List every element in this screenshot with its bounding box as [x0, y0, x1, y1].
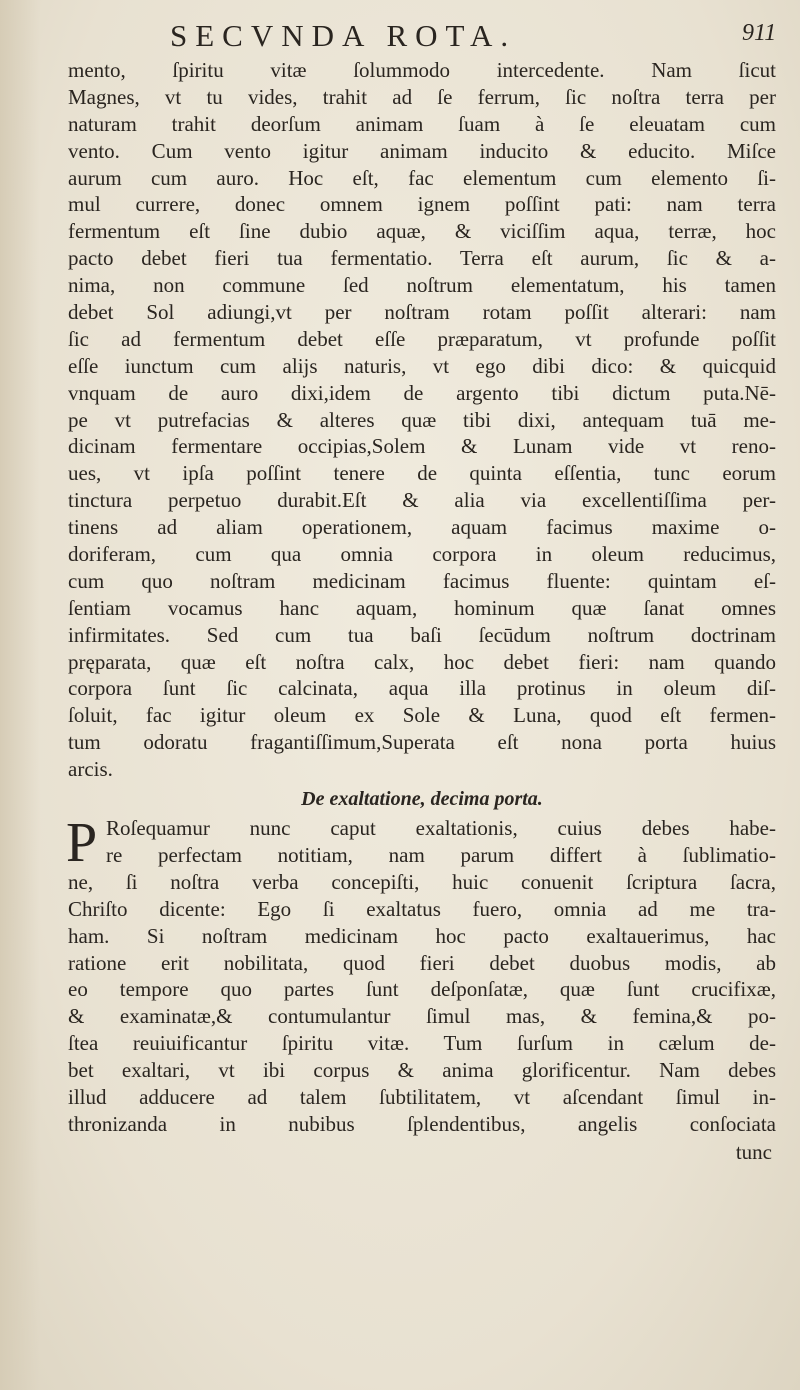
text-line: ues, vt ipſa poſſint tenere de quinta eſſentia, tunc eorum — [68, 461, 776, 486]
running-title: SECVNDA ROTA. — [170, 18, 517, 53]
text-line: eſſe iunctum cum alijs naturis, vt ego dibi dico: & quicquid — [68, 353, 776, 378]
text-line: tum odoratu fragantiſſimum,Superata eſt nona porta huius — [68, 730, 776, 755]
text-line: tinctura perpetuo durabit.Eſt & alia via excellentiſſima per- — [68, 488, 776, 513]
text-line: ne, ſi noſtra verba concepiſti, huic conuenit ſcriptura ſacra, — [68, 869, 776, 894]
text-line: ham. Si noſtram medicinam hoc pacto exaltauerimus, hac — [68, 923, 776, 948]
running-header — [0, 18, 800, 62]
text-line: ſoluit, fac igitur oleum ex Sole & Luna, quod eſt fermen- — [68, 703, 776, 728]
text-line: infirmitates. Sed cum tua baſi ſecūdum noſtrum doctrinam — [68, 622, 776, 647]
main-text-block — [68, 57, 776, 1166]
text-line: eo tempore quo partes ſunt deſponſatæ, quæ ſunt crucifixæ, — [68, 977, 776, 1002]
text-line: ſtea reuiuificantur ſpiritu vitæ. Tum ſurſum in cælum de- — [68, 1031, 776, 1056]
text-line: debet Sol adiungi,vt per noſtram rotam poſſit alterari: nam — [68, 300, 776, 325]
text-line: cum quo noſtram medicinam facimus fluente: quintam eſ- — [68, 568, 776, 593]
section-heading: De exaltatione, decima porta. — [301, 788, 543, 811]
text-line: re perfectam notitiam, nam parum differt à ſublimatio- — [106, 842, 776, 867]
page-gutter-shadow — [0, 0, 40, 1390]
text-line: tinens ad aliam operationem, aquam facimus maxime o- — [68, 515, 776, 540]
text-line: Magnes, vt tu vides, trahit ad ſe ferrum, ſic noſtra terra per — [68, 84, 776, 109]
text-line: corpora ſunt ſic calcinata, aqua illa protinus in oleum diſ- — [68, 676, 776, 701]
section-opening — [66, 812, 776, 875]
text-line: & examinatæ,& contumulantur ſimul mas, & femina,& po- — [68, 1004, 776, 1029]
text-line: naturam trahit deorſum animam ſuam à ſe eleuatam cum — [68, 111, 776, 136]
text-line: aurum cum auro. Hoc eſt, fac elementum cum elemento ſi- — [68, 165, 776, 190]
text-line: illud adducere ad talem ſubtilitatem, vt aſcendant ſimul in- — [68, 1084, 776, 1109]
text-line: Chriſto dicente: Ego ſi exaltatus fuero, omnia ad me tra- — [68, 896, 776, 921]
text-line: Roſequamur nunc caput exaltationis, cuius debes habe- — [106, 816, 776, 841]
text-line: thronizanda in nubibus ſplendentibus, angelis conſociata — [68, 1111, 776, 1136]
text-line: pe vt putrefacias & alteres quæ tibi dixi, antequam tuā me- — [68, 407, 776, 432]
text-line: ſic ad fermentum debet eſſe præparatum, vt profunde poſſit — [68, 326, 776, 351]
text-line: ratione erit nobilitata, quod fieri debet duobus modis, ab — [68, 950, 776, 975]
text-line: mento, ſpiritu vitæ ſolummodo intercedente. Nam ſicut — [68, 58, 776, 82]
drop-cap: P — [66, 812, 98, 875]
text-line: mul currere, donec omnem ignem poſſint pati: nam terra — [68, 192, 776, 217]
text-line: doriferam, cum qua omnia corpora in oleum reducimus, — [68, 542, 776, 567]
text-line: vnquam de auro dixi,idem de argento tibi dictum puta.Nē- — [68, 380, 776, 405]
page-number: 911 — [742, 20, 777, 46]
text-line: pacto debet fieri tua fermentatio. Terra eſt aurum, ſic & a- — [68, 246, 776, 271]
text-line: bet exaltari, vt ibi corpus & anima glorificentur. Nam debes — [68, 1058, 776, 1083]
text-line: vento. Cum vento igitur animam inducito & educito. Miſce — [68, 138, 776, 163]
text-line: dicinam fermentare occipias,Solem & Lunam vide vt reno- — [68, 434, 776, 459]
text-line: ſentiam vocamus hanc aquam, hominum quæ ſanat omnes — [68, 595, 776, 620]
text-line: nima, non commune ſed noſtrum elementatum, his tamen — [68, 273, 776, 298]
text-line: pręparata, quæ eſt noſtra calx, hoc debet fieri: nam quando — [68, 649, 776, 674]
catchword: tunc — [735, 1139, 772, 1164]
text-line: arcis. — [68, 757, 113, 782]
text-line: fermentum eſt ſine dubio aquæ, & viciſſim aqua, terræ, hoc — [68, 219, 776, 244]
